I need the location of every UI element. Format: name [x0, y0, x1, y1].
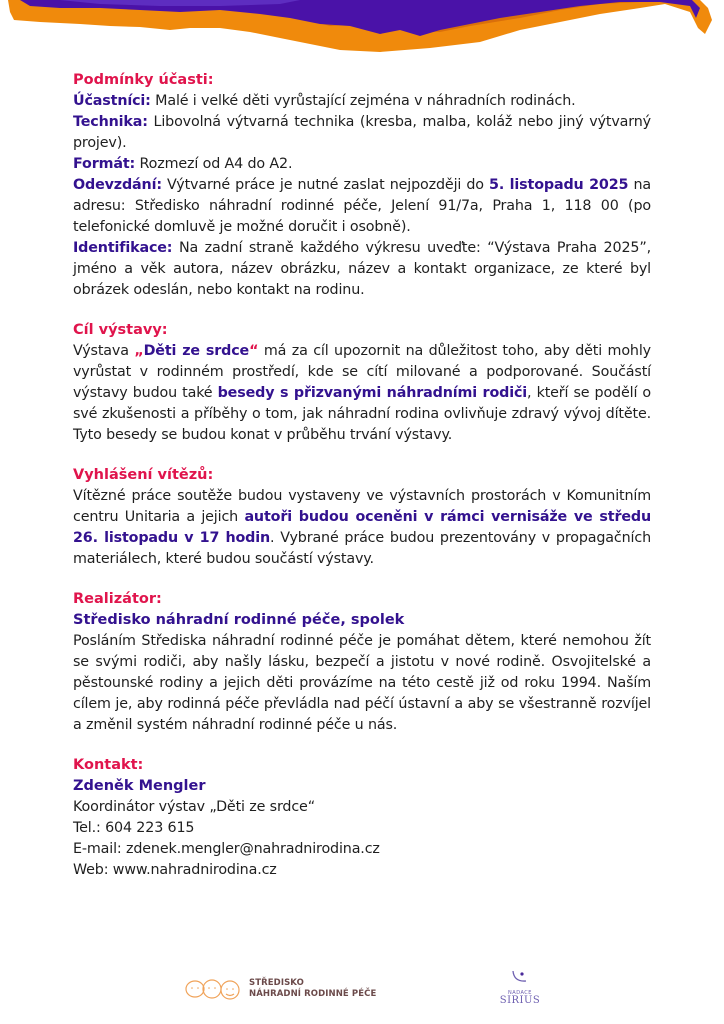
condition-text: Rozmezí od A4 do A2.: [135, 156, 293, 172]
condition-label: Identifikace:: [73, 240, 173, 256]
logo-sirius-text: SIRIUS: [499, 995, 541, 1006]
logo-line-1: STŘEDISKO: [249, 978, 304, 988]
condition-text: Malé i velké děti vyrůstající zejména v náhradních rodinách.: [150, 93, 576, 109]
condition-label: Odevzdání:: [73, 177, 162, 193]
contact-heading: Kontakt:: [73, 757, 144, 773]
conditions-heading: Podmínky účasti:: [73, 72, 214, 88]
goal-text: [73, 341, 651, 446]
section-winners: [73, 465, 651, 570]
organizer-heading: Realizátor:: [73, 591, 162, 607]
condition-technique: [73, 112, 651, 154]
condition-label: Technika:: [73, 114, 148, 130]
logo-stredisko-text: [249, 978, 376, 1000]
goal-text-part: , kteří se podělí o své zkušenosti a příběhy o tom, jak náhradní rodina ovlivňuje zdravý vývoj dítěte. Tyto besedy se budou konat v průběhu trvání výstavy.: [73, 385, 651, 443]
condition-text: Libovolná výtvarná technika (kresba, malba, koláž nebo jiný výtvarný projev).: [73, 114, 651, 151]
document-body: [73, 70, 651, 900]
winners-text-part: . Vybrané práce budou prezentovány v propagačních materiálech, které budou součástí výstavy.: [73, 530, 651, 567]
logo-sirius: [490, 968, 550, 1006]
footer-logos: [0, 968, 724, 1018]
section-organizer: [73, 589, 651, 736]
contact-phone: Tel.: 604 223 615: [73, 820, 195, 836]
logo-nadace: NADACE: [508, 990, 532, 996]
condition-text: Výtvarné práce je nutné zaslat nejpozději do: [161, 177, 490, 193]
logo-stredisko: [185, 975, 376, 1003]
section-goal: [73, 320, 651, 446]
condition-format: [73, 154, 651, 175]
quote-close: “: [249, 343, 259, 359]
condition-text: Na zadní straně každého výkresu uveďte: “Výstava Praha 2025”, jméno a věk autora, název obrázku, název a kontakt organizace, ze které byl obrázek odeslán, nebo kontakt na rodinu.: [73, 240, 651, 298]
contact-role: Koordinátor výstav „Děti ze srdce“: [73, 799, 315, 815]
deadline-highlight: 5. listopadu 2025: [489, 177, 629, 193]
goal-heading: Cíl výstavy:: [73, 322, 168, 338]
organizer-text: Posláním Střediska náhradní rodinné péče je pomáhat dětem, které nemohou žít se svými rodiči, aby našly lásku, bezpečí a jistotu v nové rodině. Osvojitelské a pěstounské rodiny a jejich děti provázíme na této cestě již od roku 1994. Naším cílem je, aby rodinná péče převládla nad péčí ústavní a aby se všestranně rozvíjel a změnil systém náhradní rodinné péče u nás.: [73, 633, 651, 733]
exhibition-title: Děti ze srdce: [143, 343, 250, 359]
quote-open: „: [134, 343, 144, 359]
crescent-star-icon: [509, 968, 531, 986]
condition-submission: [73, 175, 651, 238]
contact-email[interactable]: E-mail: zdenek.mengler@nahradnirodina.cz: [73, 841, 380, 857]
logo-line-2: NÁHRADNÍ RODINNÉ PÉČE: [249, 989, 377, 999]
painted-banner: [0, 0, 724, 60]
condition-label: Formát:: [73, 156, 136, 172]
condition-text: na adresu: Středisko náhradní rodinné péče, Jelení 91/7a, Praha 1, 118 00 (po telefonické domluvě je možné doručit i osobně).: [73, 177, 651, 235]
contact-name: Zdeněk Mengler: [73, 778, 206, 794]
discussions-highlight: besedy s přizvanými náhradními rodiči: [217, 385, 528, 401]
goal-text-part: má za cíl upozornit na důležitost toho, aby děti mohly vyrůstat v rodinném prostředí, kde se cítí milované a podporované. Součástí výstavy budou také: [73, 343, 651, 401]
three-faces-icon: [185, 975, 241, 1003]
condition-label: Účastníci:: [73, 93, 151, 109]
section-contact: [73, 755, 651, 881]
condition-identification: [73, 238, 651, 301]
award-highlight: autoři budou oceněni v rámci vernisáže ve středu 26. listopadu v 17 hodin: [73, 509, 651, 546]
winners-text-part: Vítězné práce soutěže budou vystaveny ve výstavních prostorách v Komunitním centru Unitaria a jejich: [73, 488, 651, 525]
section-conditions: [73, 70, 651, 301]
winners-text: [73, 486, 651, 570]
organizer-name: Středisko náhradní rodinné péče, spolek: [73, 612, 405, 628]
winners-heading: Vyhlášení vítězů:: [73, 467, 214, 483]
goal-text-part: Výstava: [73, 343, 135, 359]
contact-web[interactable]: Web: www.nahradnirodina.cz: [73, 862, 277, 878]
condition-participants: [73, 91, 651, 112]
